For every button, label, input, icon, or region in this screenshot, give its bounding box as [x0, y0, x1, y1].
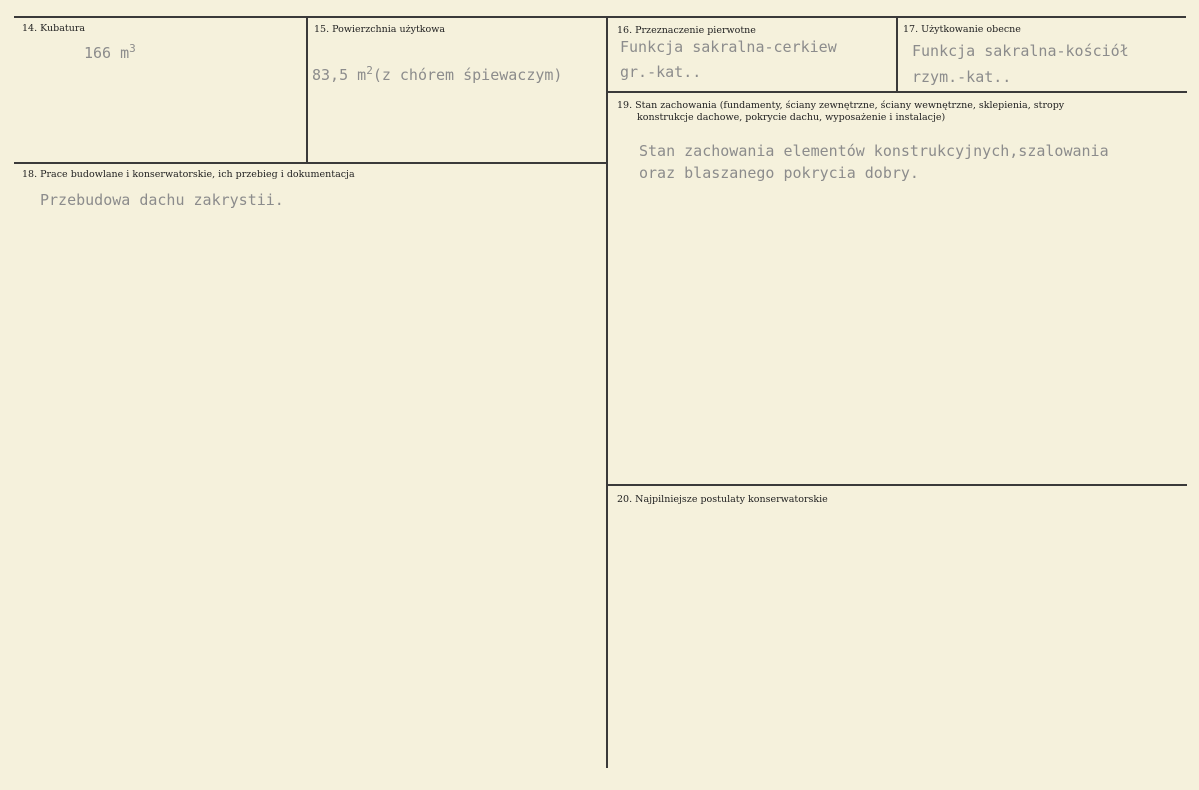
- field-17-label: 17. Użytkowanie obecne: [903, 24, 1021, 35]
- main-column-divider: [606, 16, 608, 768]
- field-15-value: [312, 60, 562, 86]
- field-18-value: Przebudowa dachu zakrystii.: [40, 191, 284, 209]
- top-rule: [14, 16, 1186, 18]
- divider-14-15: [306, 16, 308, 162]
- rule-under-16-17: [607, 91, 1187, 93]
- field-14-label: 14. Kubatura: [22, 23, 86, 34]
- field-19-label-line1: 19. Stan zachowania (fundamenty, ściany zewnętrzne, ściany wewnętrzne, sklepienia, stropy: [617, 100, 1065, 111]
- field-15-unit-exponent: 2: [366, 64, 373, 77]
- field-18-label: 18. Prace budowlane i konserwatorskie, ich przebieg i dokumentacja: [22, 169, 355, 180]
- field-20-label: 20. Najpilniejsze postulaty konserwatorskie: [617, 494, 828, 505]
- field-19-label-line2: konstrukcje dachowe, pokrycie dachu, wyposażenie i instalacje): [637, 112, 946, 123]
- field-16-line2: gr.-kat..: [620, 63, 702, 81]
- field-15-value-note: (z chórem śpiewaczym): [372, 66, 563, 84]
- field-17-line2: rzym.-kat..: [912, 68, 1012, 86]
- field-14-unit-exponent: 3: [129, 42, 136, 55]
- field-16-line1: Funkcja sakralna-cerkiew: [620, 38, 837, 56]
- field-17-line1: Funkcja sakralna-kościół: [912, 42, 1129, 60]
- rule-under-14-15: [14, 162, 607, 164]
- rule-above-20: [607, 484, 1187, 486]
- field-15-value-number: 83,5 m: [312, 66, 367, 84]
- field-19-line1: Stan zachowania elementów konstrukcyjnych,szalowania: [639, 142, 1109, 160]
- field-16-label: 16. Przeznaczenie pierwotne: [617, 25, 756, 36]
- field-15-label: 15. Powierzchnia użytkowa: [314, 24, 446, 35]
- divider-16-17: [896, 16, 898, 91]
- field-14-value: [84, 38, 136, 64]
- field-14-value-text: 166 m: [84, 44, 130, 62]
- field-19-line2: oraz blaszanego pokrycia dobry.: [639, 164, 919, 182]
